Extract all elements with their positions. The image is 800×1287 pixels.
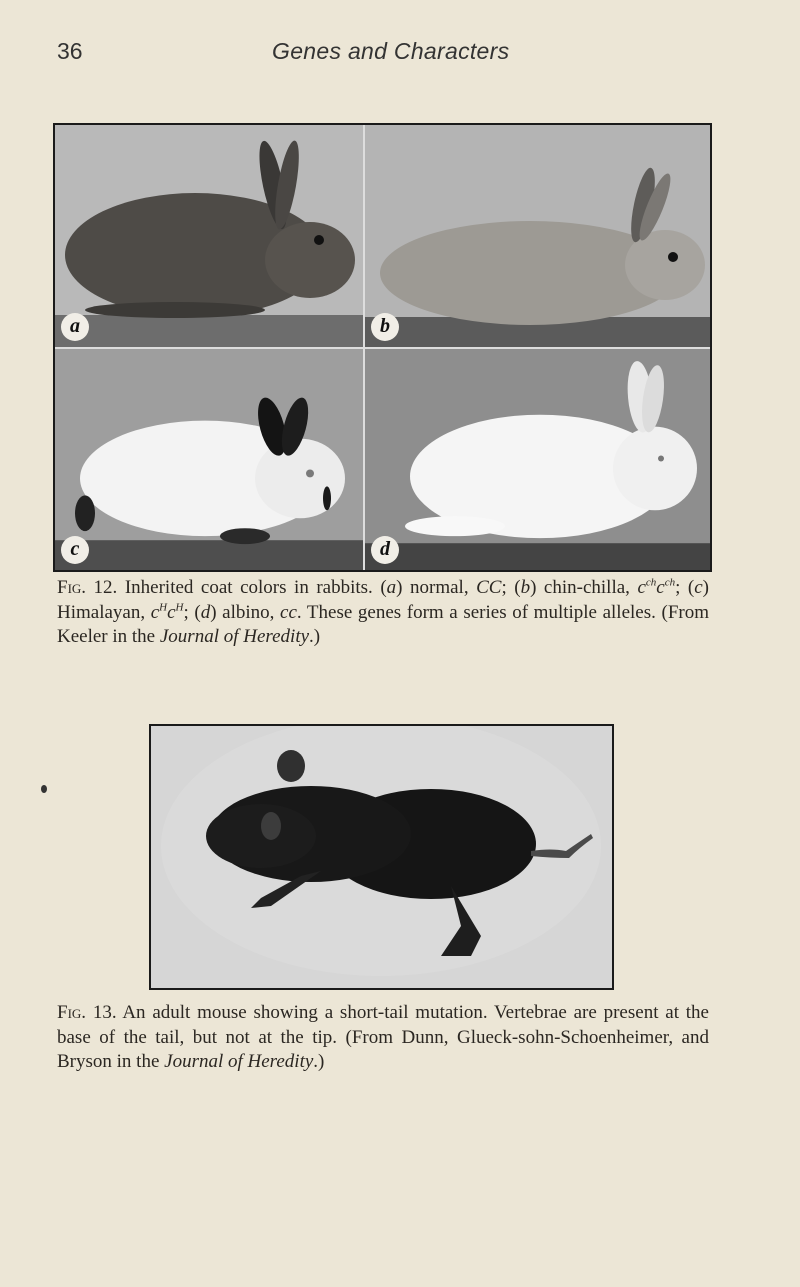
rabbit-photo-himalayan bbox=[55, 349, 363, 570]
caption-panel-ref: c bbox=[694, 577, 703, 598]
caption-text: ) chin-chilla, bbox=[530, 577, 638, 598]
genotype-albino: cc bbox=[280, 601, 297, 623]
mouse-image bbox=[151, 726, 612, 988]
rabbit-albino-image bbox=[365, 349, 710, 570]
figure-13-photo bbox=[149, 724, 614, 990]
figure-13-caption bbox=[57, 1001, 709, 1075]
panel-label-b: b bbox=[371, 313, 399, 341]
panel-label-a: a bbox=[61, 313, 89, 341]
caption-text: ) albino, bbox=[210, 601, 281, 623]
caption-panel-ref: a bbox=[386, 577, 397, 598]
rabbit-photo-chinchilla bbox=[365, 125, 710, 347]
page-number: 36 bbox=[57, 38, 83, 64]
caption-text: ) normal, bbox=[396, 577, 477, 598]
caption-text: .) bbox=[309, 626, 321, 647]
journal-name: Journal of Heredity bbox=[164, 1051, 314, 1072]
caption-text: Inherited coat colors in rabbits. ( bbox=[117, 577, 387, 598]
figure-13-label: Fig. 13. bbox=[57, 1002, 117, 1023]
journal-name: Journal of Heredity bbox=[159, 626, 310, 647]
caption-text: ; ( bbox=[675, 577, 695, 598]
rabbit-chinchilla-image bbox=[365, 125, 710, 347]
caption-text: .) bbox=[313, 1051, 325, 1072]
caption-panel-ref: b bbox=[520, 577, 531, 598]
figure-12-plate bbox=[53, 123, 712, 572]
margin-speck bbox=[41, 785, 47, 793]
page-header bbox=[0, 38, 800, 78]
caption-text: ; ( bbox=[501, 577, 521, 598]
rabbit-photo-normal bbox=[55, 125, 363, 347]
genotype-normal: CC bbox=[476, 577, 502, 598]
running-title: Genes and Characters bbox=[272, 38, 510, 64]
caption-text: An adult mouse showing a short-tail mutation. Vertebrae are present at the base of the tail, but not at the tip. (From Dunn, Glueck-sohn-Schoenheimer, and Bryson in the bbox=[57, 1002, 709, 1072]
caption-text: ; ( bbox=[183, 601, 201, 623]
panel-label-d: d bbox=[371, 536, 399, 564]
rabbit-photo-albino bbox=[365, 349, 710, 570]
caption-text: ) Himalayan, bbox=[57, 577, 709, 623]
genotype-himalayan: $c^Hc^H$ bbox=[150, 601, 184, 623]
rabbit-normal-image bbox=[55, 125, 363, 347]
panel-label-c: c bbox=[61, 536, 89, 564]
caption-panel-ref: d bbox=[200, 601, 211, 623]
caption-text: . These genes form a series of multiple alleles. (From Keeler in the bbox=[57, 601, 709, 647]
genotype-chinchilla: $c^{ch}c^{ch}$ bbox=[637, 576, 676, 598]
figure-12-caption bbox=[57, 576, 709, 650]
rabbit-himalayan-image bbox=[55, 349, 363, 570]
figure-12-label: Fig. 12. bbox=[57, 577, 118, 598]
